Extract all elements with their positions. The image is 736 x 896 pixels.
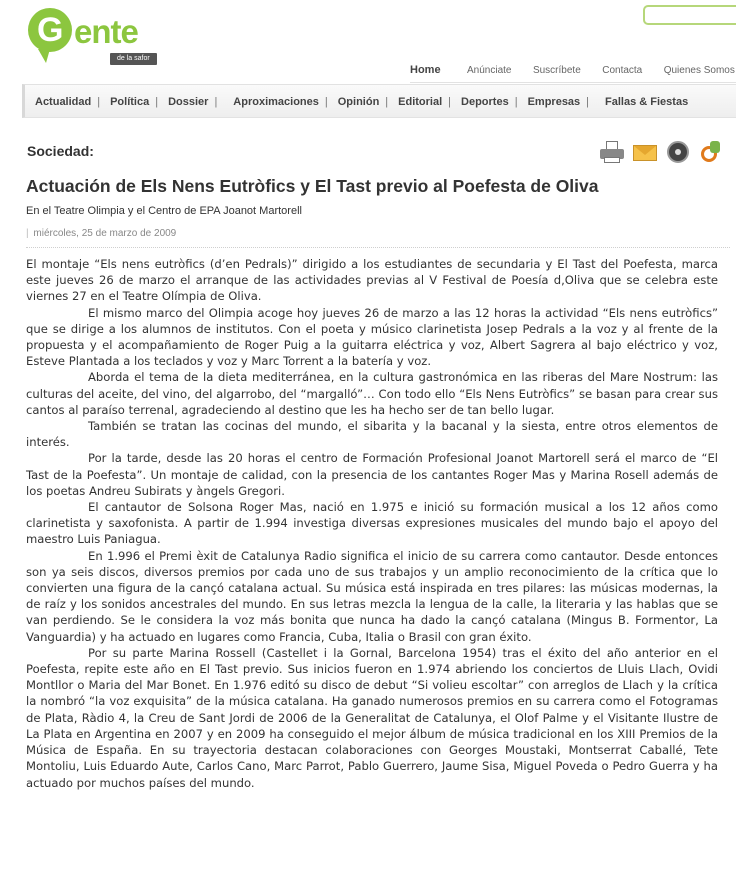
nav-item-politica[interactable]: Política	[110, 96, 150, 108]
nav-separator: |	[385, 96, 389, 108]
topnav-anunciate[interactable]: Anúnciate	[467, 65, 512, 76]
article-paragraph: Por la tarde, desde las 20 horas el centro de Formación Profesional Joanot Martorell será el marco de “El Tast de la Poefesta”. Un montaje de calidad, con la presencia de los cantantes Roger Mas y Marina Rosell además de los poetas Andreu Subirats y àngels Gregori.	[26, 451, 718, 498]
nav-item-dossier[interactable]: Dossier	[168, 96, 209, 108]
divider	[26, 247, 730, 248]
nav-separator: |	[514, 96, 518, 108]
logo-letter: G	[37, 11, 64, 49]
nav-item-actualidad[interactable]: Actualidad	[35, 96, 92, 108]
top-navigation	[410, 60, 736, 80]
article-paragraph: En 1.996 el Premi èxit de Catalunya Radio significa el inicio de su carrera como cantautor. Desde entonces son ya seis discos, diversos premios por cada uno de sus trabajos y un amplio reconocimiento de la crítica que lo convierten una figura de la cançó catalana actual. Su música está inspirada en tres pilares: las músicas modernas, la de raíz y los sonidos ancestrales del mundo. En sus letras mezcla la lengua de la calle, la literaria y las hablas que se van perdiendo. Se le considera la voz más bonita que nunca ha dado la cançó catalana (Mingus B. Formentor, La Vanguardia) y ha actuado en lugares como Francia, Cuba, Italia o Brasil con gran éxito.	[26, 548, 718, 644]
nav-separator: |	[586, 96, 590, 108]
article-paragraph: El cantautor de Solsona Roger Mas, nació en 1.975 e inició su formación musical a los 12 años como clarinetista y saxofonista. A partir de 1.994 investiga diversas expresiones musicales del mundo bajo el apoyo del maestro Luis Paniagua.	[26, 500, 718, 547]
article-paragraph: También se tratan las cocinas del mundo, el sibarita y la bacanal y la siesta, entre otros elementos de interés.	[26, 419, 718, 450]
article-paragraph: El mismo marco del Olimpia acoge hoy jueves 26 de marzo a las 12 horas la actividad “Els nens eutròfics” que se dirige a los alumnos de institutos. Con el poeta y músico clarinetista Josep Pedrals a la voz y al frente de la propuesta y el acompañamiento de Roger Puig a la guitarra eléctrica y voz, Albert Sagrera al bajo eléctrico y voz, Esteve Plantada a los teclados y voz y Marc Torrent a la batería y voz.	[26, 305, 718, 369]
nav-separator: |	[324, 96, 328, 108]
share-icon[interactable]	[698, 139, 724, 165]
nav-separator: |	[155, 96, 159, 108]
audio-icon[interactable]	[665, 139, 691, 165]
logo-tagline: de la safor	[110, 53, 157, 65]
nav-item-deportes[interactable]: Deportes	[461, 96, 509, 108]
article-paragraph: Aborda el tema de la dieta mediterránea, en la cultura gastronómica en las riberas del Mare Nostrum: las culturas del aceite, del vino, del algarrobo, del “margalló”… Con todo ello “Els Nens Eutròfics” se basan para crear sus cantos al paraíso terrenal, agradeciendo al destino que les ha hecho ser de tan bello lugar.	[26, 370, 718, 417]
nav-item-empresas[interactable]: Empresas	[527, 96, 581, 108]
nav-item-aproximaciones[interactable]: Aproximaciones	[233, 96, 319, 108]
date-separator: |	[26, 228, 29, 239]
section-title: Sociedad:	[27, 143, 94, 159]
main-navigation	[22, 84, 736, 118]
article-date	[26, 228, 176, 239]
search-input[interactable]	[643, 5, 736, 25]
topnav-home[interactable]: Home	[410, 64, 441, 76]
site-logo[interactable]	[28, 8, 168, 70]
topnav-quienes-somos[interactable]: Quienes Somos	[663, 65, 735, 76]
nav-item-fallas-fiestas[interactable]: Fallas & Fiestas	[605, 96, 689, 108]
topnav-underline	[410, 82, 736, 83]
email-icon[interactable]	[632, 139, 658, 165]
article-tools	[599, 139, 731, 167]
article-paragraph: El montaje “Els nens eutròfics (d’en Pedrals)” dirigido a los estudiantes de secundaria y El Tast del Poefesta, marca este jueves 26 de marzo el arranque de las actividades previas al V Festival de Poesía d,Oliva que se celebra este viernes 27 en el Teatre Olímpia de Oliva.	[26, 257, 718, 304]
article-paragraph: Por su parte Marina Rossell (Castellet i la Gornal, Barcelona 1954) tras el éxito del año anterior en el Poefesta, repite este año en El Tast previo. Sus inicios fueron en 1.974 abriendo los conciertos de Lluis Llach, Ovidi Montllor o Maria del Mar Bonet. En 1.976 editó su disco de debut “Si volieu escoltar” con arreglos de Llach y la crítica la nombró “la voz exquisita” de la música catalana. Ha ganado numerosos premios en su carrera como el Fotogramas de Plata, Ràdio 4, la Creu de Sant Jordi de 2006 de la Generalitat de Catalunya, el Olof Palme y el Visitante Ilustre de La Plata en Argentina en 2007 y en 2009 ha conseguido el mejor álbum de música tradicional en los XIII Premios de la Música de España. En su trayectoria destacan colaboraciones con Georges Moustaki, Montserrat Caballé, Tete Montoliu, Luis Eduardo Aute, Carlos Cano, Marc Parrot, Pablo Guerrero, Jaume Sisa, Miguel Poveda o Pedro Guerra y ha actuado por muchos países del mundo.	[26, 645, 718, 790]
print-icon[interactable]	[599, 139, 625, 165]
article-subtitle: En el Teatre Olimpia y el Centro de EPA Joanot Martorell	[26, 205, 302, 217]
article-title: Actuación de Els Nens Eutròfics y El Tast previo al Poefesta de Oliva	[26, 176, 599, 196]
logo-word: ente	[74, 13, 138, 50]
nav-separator: |	[214, 96, 218, 108]
nav-separator: |	[97, 96, 101, 108]
article-body	[26, 256, 718, 791]
nav-separator: |	[448, 96, 452, 108]
date-text: miércoles, 25 de marzo de 2009	[33, 228, 177, 239]
topnav-suscribete[interactable]: Suscríbete	[532, 65, 581, 76]
nav-item-editorial[interactable]: Editorial	[398, 96, 443, 108]
topnav-contacta[interactable]: Contacta	[602, 65, 643, 76]
nav-item-opinion[interactable]: Opinión	[337, 96, 380, 108]
